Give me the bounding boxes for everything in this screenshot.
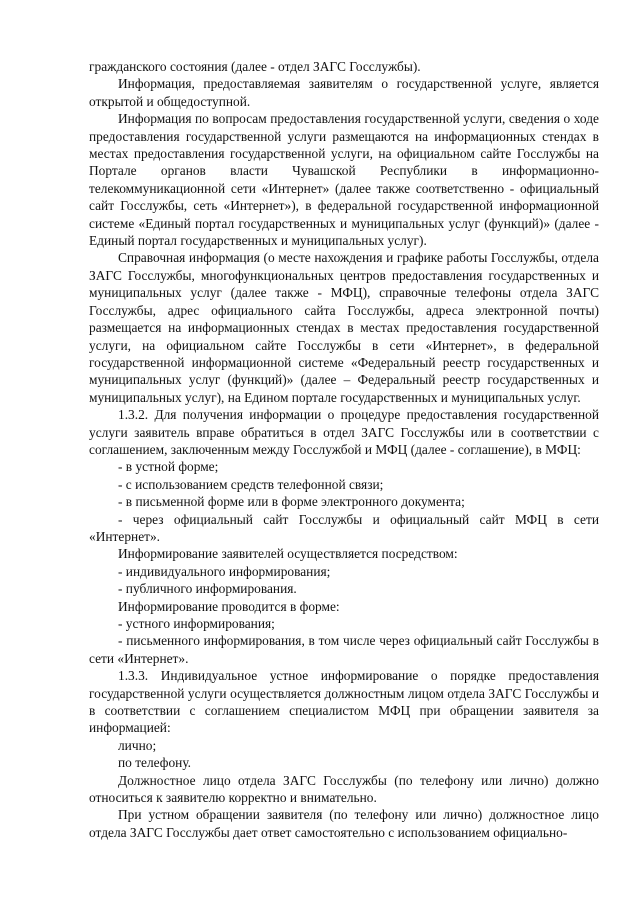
- list-item: лично;: [118, 737, 157, 753]
- document-page: [89, 58, 599, 841]
- list-item: - в устной форме;: [118, 459, 219, 475]
- list-item: - индивидуального информирования;: [118, 563, 331, 579]
- paragraph-9: Должностное лицо отдела ЗАГС Госслужбы (по телефону или лично) должно относиться к заявителю корректно и внимательно.: [89, 772, 599, 806]
- paragraph-10: При устном обращении заявителя (по телефону или лично) должностное лицо отдела ЗАГС Госслужбы дает ответ самостоятельно с использованием официально-: [89, 807, 599, 840]
- list-item: - с использованием средств телефонной связи;: [118, 476, 384, 492]
- paragraph-6: Информирование заявителей осуществляется посредством:: [118, 546, 458, 562]
- list-item: - через официальный сайт Госслужбы и официальный сайт МФЦ в сети «Интернет».: [89, 511, 599, 544]
- paragraph-3: Информация по вопросам предоставления государственной услуги, сведения о ходе предоставления государственной услуги размещаются на информационных стендах в местах предоставления государственной услуги, на официальном сайте Госслужбы на Портале органов власти Чувашской Республики в информационно-телекоммуникационной сети «Интернет» (далее также соответственно - официальный сайт Госслужбы, сеть «Интернет»), в федеральной государственной информационной системе «Единый портал государственных и муниципальных услуг (функций)» (далее - Единый портал государственных и муниципальных услуг).: [89, 111, 599, 249]
- list-item: - письменного информирования, в том числе через официальный сайт Госслужбы в сети «Интернет».: [89, 633, 599, 666]
- paragraph-2: Информация, предоставляемая заявителям о государственной услуге, является открытой и общедоступной.: [89, 76, 599, 109]
- paragraph-1: гражданского состояния (далее - отдел ЗАГС Госслужбы).: [89, 59, 421, 74]
- paragraph-7: Информирование проводится в форме:: [118, 598, 340, 614]
- list-item: - в письменной форме или в форме электронного документа;: [118, 494, 465, 510]
- paragraph-5: 1.3.2. Для получения информации о процедуре предоставления государственной услуги заявитель вправе обратиться в отдел ЗАГС Госслужбы или в соответствии с соглашением, заключенным между Госслужбой и МФЦ (далее - соглашение), в МФЦ:: [89, 407, 599, 457]
- list-item: - устного информирования;: [118, 616, 275, 631]
- paragraph-4: Справочная информация (о месте нахождения и графике работы Госслужбы, отдела ЗАГС Госслужбы, многофункциональных центров предоставления государственных и муниципальных услуг (далее также - МФЦ), справочные телефоны отдела ЗАГС Госслужбы, адрес официального сайта Госслужбы, адреса электронной почты) размещается на информационных стендах в местах предоставления государственной услуги, на официальном сайте Госслужбы в сети «Интернет», в федеральной государственной информационной системе «Федеральный реестр государственных и муниципальных услуг (функций)» (далее – Федеральный реестр государственных и муниципальных услуг), на Едином портале государственных и муниципальных услуг.: [89, 250, 599, 405]
- list-item: по телефону.: [118, 755, 192, 771]
- list-item: - публичного информирования.: [118, 581, 297, 597]
- paragraph-8: 1.3.3. Индивидуальное устное информирование о порядке предоставления государственной услуги осуществляется должностным лицом отдела ЗАГС Госслужбы и в соответствии с соглашением специалистом МФЦ при обращении заявителя за информацией:: [89, 668, 599, 736]
